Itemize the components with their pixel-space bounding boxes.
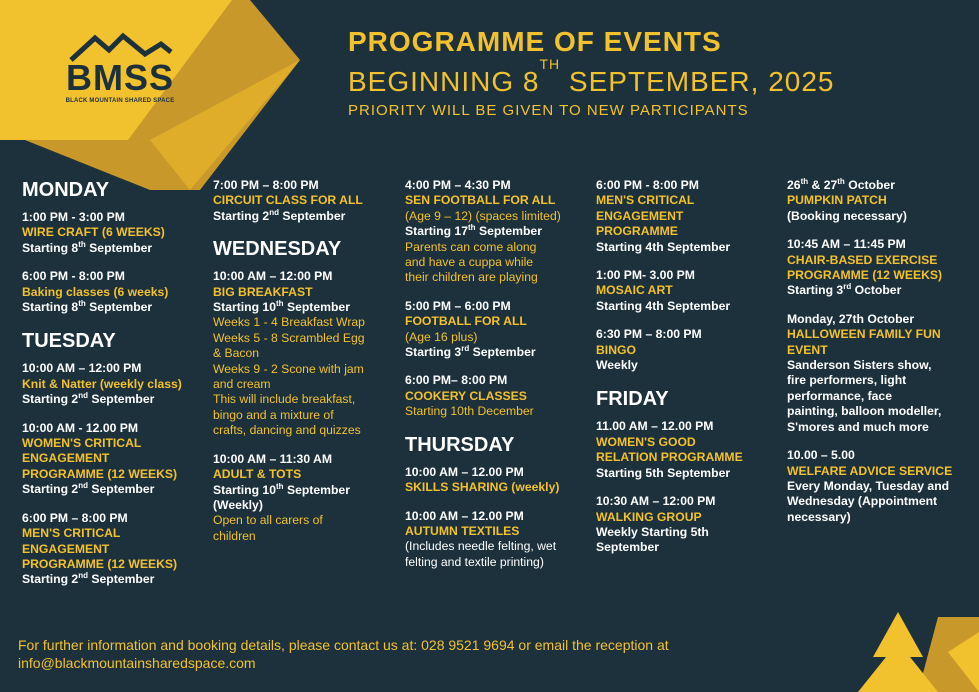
priority-note: PRIORITY WILL BE GIVEN TO NEW PARTICIPANTS bbox=[348, 102, 749, 119]
page-title: PROGRAMME OF EVENTS bbox=[348, 26, 722, 57]
day-heading-friday: FRIDAY bbox=[596, 388, 669, 411]
footer-triangles bbox=[838, 612, 979, 692]
event-mens-critical-tuesday: 6:00 PM – 8:00 PM MEN'S CRITICAL ENGAGEMENT PROGRAMME (12 WEEKS) Starting 2nd September bbox=[22, 510, 178, 587]
column-col5 bbox=[787, 178, 952, 538]
event-circuit-class: 7:00 PM – 8:00 PM CIRCUIT CLASS FOR ALL Starting 2nd September bbox=[213, 178, 363, 223]
day-heading-monday: MONDAY bbox=[22, 179, 110, 201]
column-col3 bbox=[405, 178, 561, 583]
event-football-for-all: 5:00 PM – 6:00 PM FOOTBALL FOR ALL (Age 16 plus) Starting 3rd September bbox=[405, 298, 536, 360]
column-monday-tuesday bbox=[22, 178, 182, 601]
event-womens-critical: 10:00 AM - 12.00 PM WOMEN'S CRITICAL ENGAGEMENT PROGRAMME (12 WEEKS) Starting 2nd September bbox=[22, 420, 178, 497]
event-womens-good-relation: 11.00 AM – 12.00 PM WOMEN'S GOOD RELATION PROGRAMME Starting 5th September bbox=[596, 419, 743, 480]
event-baking: 6:00 PM - 8:00 PM Baking classes (6 weeks) Starting 8th September bbox=[22, 269, 169, 315]
column-wednesday bbox=[213, 178, 365, 557]
event-wire-craft: 1:00 PM - 3:00 PM WIRE CRAFT (6 WEEKS) Starting 8th September bbox=[22, 210, 165, 255]
event-chair-exercise: 10:45 AM – 11:45 PM CHAIR-BASED EXERCISE PROGRAMME (12 WEEKS) Starting 3rd October bbox=[787, 237, 943, 298]
logo-text: BMSS bbox=[65, 57, 174, 98]
contact-footer bbox=[18, 636, 669, 672]
bmss-logo bbox=[60, 30, 180, 104]
logo-subtitle: BLACK MOUNTAIN SHARED SPACE bbox=[65, 98, 175, 104]
event-walking-group: 10:30 AM – 12:00 PM WALKING GROUP Weekly Starting 5th September bbox=[596, 494, 716, 555]
event-mosaic-art: 1:00 PM- 3.00 PM MOSAIC ART Starting 4th September bbox=[596, 268, 731, 313]
event-pumpkin-patch: 26th & 27th October PUMPKIN PATCH (Booking necessary) bbox=[787, 176, 907, 223]
event-adult-tots: 10:00 AM – 11:30 AM ADULT & TOTS Starting 10th September (Weekly) Open to all carers of children bbox=[213, 451, 350, 543]
event-welfare-advice: 10.00 – 5.00 WELFARE ADVICE SERVICE Every Monday, Tuesday and Wednesday (Appointment necessary) bbox=[787, 448, 953, 524]
event-cookery: 6:00 PM– 8:00 PM COOKERY CLASSES Starting 10th December bbox=[405, 373, 534, 419]
day-heading-tuesday: TUESDAY bbox=[22, 330, 116, 353]
event-knit-natter: 10:00 AM – 12:00 PM Knit & Natter (weekly class) Starting 2nd September bbox=[22, 361, 182, 407]
event-bingo: 6:30 PM – 8:00 PM BINGO Weekly bbox=[596, 327, 702, 373]
event-mens-critical-thursday: 6:00 PM - 8:00 PM MEN'S CRITICAL ENGAGEMENT PROGRAMME Starting 4th September bbox=[596, 178, 731, 254]
event-big-breakfast: 10:00 AM – 12:00 PM BIG BREAKFAST Starting 10th September Weeks 1 - 4 Breakfast Wrap Weeks 5 - 8 Scrambled Egg & Bacon Weeks 9 - 2 Scone with jam and cream This will include breakfast, bingo and a mixture of crafts, dancing and quizzes bbox=[213, 269, 365, 438]
event-halloween: Monday, 27th October HALLOWEEN FAMILY FUN EVENT Sanderson Sisters show, fire performers, light performance, face painting, balloon modeller, S'mores and much more bbox=[787, 311, 942, 434]
day-heading-wednesday: WEDNESDAY bbox=[213, 238, 342, 261]
page-subtitle: BEGINNING 8TH SEPTEMBER, 2025 bbox=[348, 56, 835, 97]
event-sen-football: 4:00 PM – 4:30 PM SEN FOOTBALL FOR ALL (Age 9 – 12) (spaces limited) Starting 17th September Parents can come along and have a cuppa while their children are playing bbox=[405, 178, 561, 285]
day-heading-thursday: THURSDAY bbox=[405, 433, 515, 456]
event-skills-sharing: 10:00 AM – 12.00 PM SKILLS SHARING (weekly) bbox=[405, 464, 560, 495]
contact-email[interactable]: info@blackmountainsharedspace.com bbox=[18, 655, 256, 671]
contact-line: For further information and booking details, please contact us at: 028 9521 9694 or email the reception at bbox=[18, 637, 669, 653]
event-autumn-textiles: 10:00 AM – 12.00 PM AUTUMN TEXTILES (Includes needle felting, wet felting and textile printing) bbox=[405, 508, 557, 569]
column-col4 bbox=[596, 178, 743, 569]
